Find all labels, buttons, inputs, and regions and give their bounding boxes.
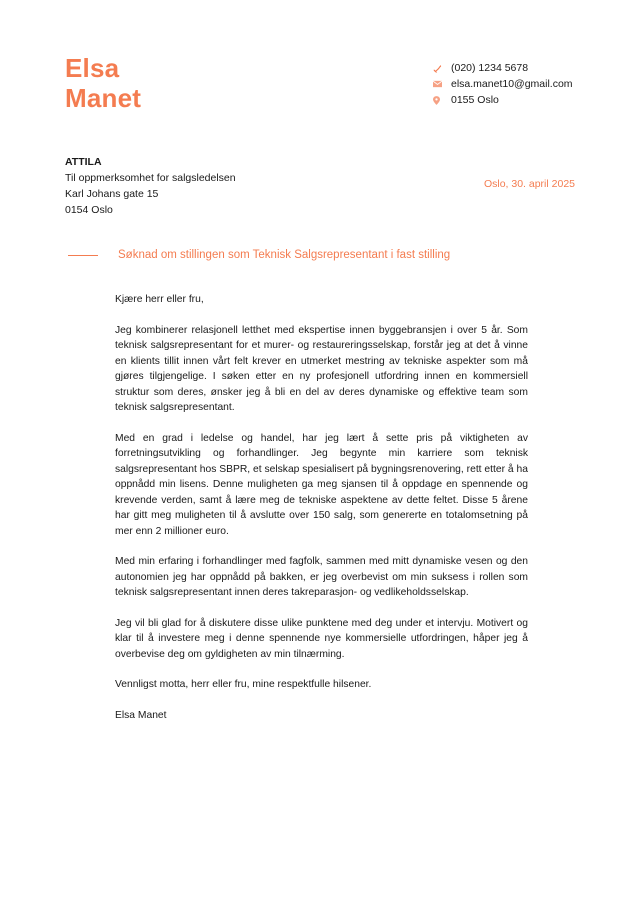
recipient-address [65,154,236,218]
paragraph-4: Jeg vil bli glad for å diskutere disse ulike punktene med deg under et intervju. Motivert og klar til å investere meg i denne spennende nye kommersielle utfordringen, håper jeg å overbevise deg om gyldigheten av min tilnærming. [115,617,528,660]
sender-last-name: Manet [65,83,142,113]
contact-email [433,76,573,92]
contact-info [433,60,573,108]
paragraph-1: Jeg kombinerer relasjonell letthet med ekspertise innen byggebransjen i over 5 år. Som teknisk salgsrepresentant for et murer- og restaureringsselskap, forstår jeg at det å vinne en klients tillit innen vårt felt krever en utmerket mestring av tekniske aspekter som må gjøres tilgjengelige. I søken etter en ny profesjonell utfordring innen en kommersiell struktur som deres, ønsker jeg å bli en del av deres dynamiske og effektive team som teknisk salgsrepresentant. [115,324,528,413]
email-text: elsa.manet10@gmail.com [451,78,573,90]
recipient-city: 0154 Oslo [65,204,113,216]
subject-text: Søknad om stillingen som Teknisk Salgsrepresentant i fast stilling [118,249,451,261]
contact-phone [433,60,573,76]
recipient-street: Karl Johans gate 15 [65,188,159,200]
letter-date: Oslo, 30. april 2025 [483,178,575,190]
contact-location [433,92,573,108]
subject-divider [68,255,98,256]
recipient-company: ATTILA [65,156,102,168]
subject-line [68,249,450,261]
recipient-attention: Til oppmerksomhet for salgsledelsen [65,172,236,184]
paragraph-3: Med min erfaring i forhandlinger med fagfolk, sammen med mitt dynamiske vesen og den autonomien jeg har oppnådd på bakken, er jeg overbevist om min suksess i rollen som teknisk salgsrepresentant innen deres takreparasjon- og vedlikeholdsselskap. [115,556,528,598]
map-pin-icon [433,96,451,105]
closing: Vennligst motta, herr eller fru, mine respektfulle hilsener. [115,679,372,690]
signature: Elsa Manet [115,709,167,721]
sender-first-name: Elsa [65,53,120,83]
phone-icon [433,64,451,73]
letter-body [115,292,528,738]
greeting: Kjære herr eller fru, [115,294,204,305]
envelope-icon [433,80,451,88]
paragraph-2: Med en grad i ledelse og handel, har jeg lært å sette pris på viktigheten av forretningsutvikling og forhandlinger. Jeg begynte min karriere som teknisk salgsrepresentant hos SBPR, et selskap spesialisert på bygningsrenovering, rett etter å ha oppnådd min lisens. Denne muligheten ga meg sjansen til å oppdage en spennende og krevende verden, samt å lære meg de tekniske aspektene av dette feltet. Disse 5 årene har gitt meg muligheten til å avslutte over 150 salg, som genererte en totalomsetning på mer enn 2 millioner euro. [115,432,528,537]
location-text: 0155 Oslo [451,94,499,106]
phone-text: (020) 1234 5678 [451,62,529,74]
sender-name [65,53,141,113]
